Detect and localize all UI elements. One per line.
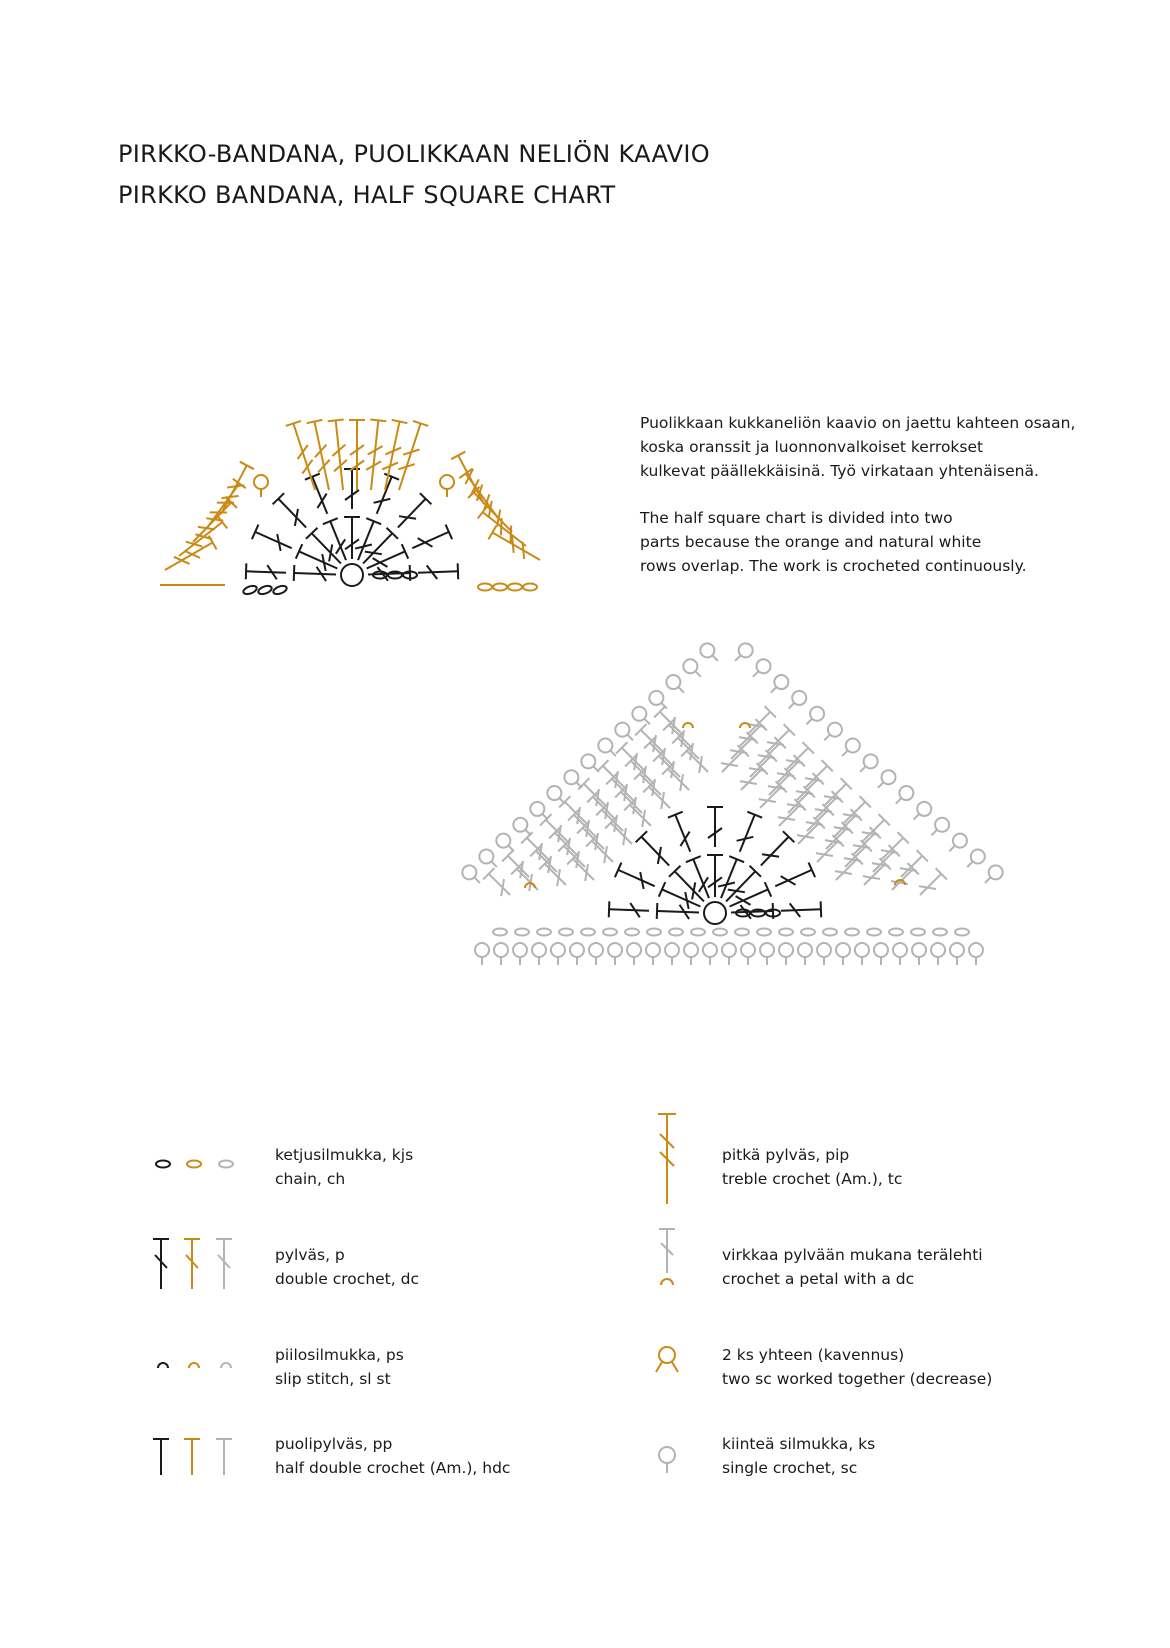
petal-symbol	[683, 723, 693, 728]
sc-symbol	[544, 783, 569, 808]
tc-symbol	[488, 526, 544, 567]
legend-item-petal	[650, 1225, 1130, 1315]
dc-symbol	[726, 882, 771, 914]
sc-symbol	[254, 475, 268, 497]
page-title-finnish: PIRKKO-BANDANA, PUOLIKKAAN NELIÖN KAAVIO	[118, 140, 710, 168]
dc-symbol	[914, 868, 947, 901]
sc-symbol	[440, 475, 454, 497]
dc-symbol	[657, 903, 700, 920]
legend-label-en: slip stitch, sl st	[275, 1370, 391, 1388]
legend-label-fi: piilosilmukka, ps	[275, 1346, 404, 1364]
sc-symbol	[980, 862, 1005, 887]
sc-symbol	[527, 799, 552, 824]
description-line: kulkevat päällekkäisinä. Työ virkataan yhtenäisenä.	[640, 462, 1039, 480]
dc-symbol	[609, 901, 650, 918]
legend-label-en: single crochet, sc	[722, 1459, 858, 1477]
legend-label-fi: virkkaa pylvään mukana terälehti	[722, 1246, 983, 1264]
half-double-crochet-icon	[150, 1435, 250, 1495]
chain-symbol	[493, 929, 507, 936]
center-ring	[341, 564, 363, 586]
sc-symbol	[766, 672, 791, 697]
sc-symbol	[697, 640, 722, 665]
sc-symbol	[950, 943, 964, 965]
sc-symbol	[741, 943, 755, 965]
sc-symbol	[680, 656, 705, 681]
dc-symbol	[772, 863, 815, 894]
description-line: rows overlap. The work is crocheted continuously.	[640, 557, 1027, 575]
sc-symbol	[969, 943, 983, 965]
legend-label-en: chain, ch	[275, 1170, 346, 1188]
description-line: The half square chart is divided into two	[640, 509, 953, 527]
center-ring	[704, 902, 726, 924]
dc-symbol	[273, 493, 312, 533]
sc-symbol	[779, 943, 793, 965]
sc-symbol	[931, 943, 945, 965]
chain-symbol	[559, 929, 573, 936]
sc-symbol	[513, 943, 527, 965]
legend-label-fi: 2 ks yhteen (kavennus)	[722, 1346, 905, 1364]
legend-item-slip-stitch	[150, 1335, 630, 1425]
sc-decrease-icon	[650, 1335, 690, 1395]
sc-symbol	[912, 943, 926, 965]
chain-symbol	[537, 929, 551, 936]
dc-symbol	[351, 518, 382, 563]
petal-icon	[650, 1225, 690, 1295]
description-line: koska oranssit ja luonnonvalkoiset kerrokset	[640, 438, 984, 456]
dc-symbol	[252, 525, 295, 556]
chain-symbol	[523, 584, 537, 591]
sc-symbol	[730, 640, 755, 665]
legend-label-en: crochet a petal with a dc	[722, 1270, 915, 1288]
dc-symbol	[511, 863, 544, 896]
dc-symbol	[392, 493, 431, 533]
sc-symbol	[873, 767, 898, 792]
description-finnish	[640, 411, 1110, 483]
dc-symbol	[615, 863, 658, 894]
sc-symbol	[612, 720, 637, 745]
chain-symbol	[735, 929, 749, 936]
dc-symbol	[714, 856, 745, 901]
dc-symbol	[636, 831, 675, 871]
chain-symbol	[867, 929, 881, 936]
legend-label-fi: ketjusilmukka, kjs	[275, 1146, 414, 1164]
legend-label-fi: kiinteä silmukka, ks	[722, 1435, 876, 1453]
sc-symbol	[646, 688, 671, 713]
dc-symbol	[732, 812, 762, 855]
sc-symbol	[494, 943, 508, 965]
chain-symbol	[911, 929, 925, 936]
legend-label-en: double crochet, dc	[275, 1270, 419, 1288]
dc-symbol	[323, 518, 354, 563]
dc-symbol	[418, 563, 459, 580]
chain-symbol	[242, 584, 258, 595]
dc-symbol	[755, 831, 794, 871]
dc-symbol	[539, 858, 572, 891]
chain-symbol	[823, 929, 837, 936]
sc-symbol	[663, 672, 688, 697]
dc-symbol	[369, 474, 399, 517]
sc-symbol	[570, 943, 584, 965]
sc-symbol	[561, 767, 586, 792]
chain-symbol	[493, 584, 507, 591]
chain-symbol	[272, 584, 288, 595]
treble-crochet-icon	[650, 1110, 690, 1210]
legend-item-half-double-crochet	[150, 1435, 630, 1525]
dc-symbol	[483, 868, 516, 901]
description-line: parts because the orange and natural white	[640, 533, 982, 551]
sc-symbol	[944, 831, 969, 856]
sc-symbol	[493, 831, 518, 856]
sc-symbol	[510, 815, 535, 840]
chain-symbol	[603, 929, 617, 936]
legend-label-fi: puolipylväs, pp	[275, 1435, 393, 1453]
dc-symbol	[586, 835, 619, 868]
sc-symbol	[909, 799, 934, 824]
chain-symbol	[478, 584, 492, 591]
dc-symbol	[781, 901, 822, 918]
dc-symbol	[567, 853, 600, 886]
chain-symbol	[955, 929, 969, 936]
chain-symbol	[515, 929, 529, 936]
sc-symbol	[836, 943, 850, 965]
chain-symbol	[845, 929, 859, 936]
sc-symbol	[551, 943, 565, 965]
sc-symbol	[629, 704, 654, 729]
sc-symbol	[748, 656, 773, 681]
sc-symbol	[760, 943, 774, 965]
legend-item-chain	[150, 1135, 630, 1225]
chain-symbol	[933, 929, 947, 936]
legend-label-en: treble crochet (Am.), tc	[722, 1170, 903, 1188]
tc-symbol	[363, 420, 386, 491]
sc-symbol	[819, 720, 844, 745]
sc-symbol	[893, 943, 907, 965]
dc-symbol	[681, 745, 714, 778]
sc-symbol	[874, 943, 888, 965]
description-english	[640, 506, 1110, 578]
sc-symbol	[855, 943, 869, 965]
sc-symbol	[475, 943, 489, 965]
page-title-english: PIRKKO BANDANA, HALF SQUARE CHART	[118, 181, 616, 209]
sc-symbol	[595, 736, 620, 761]
chain-symbol	[691, 929, 705, 936]
chain-symbol	[625, 929, 639, 936]
dc-symbol	[707, 855, 723, 897]
legend-label-fi: pitkä pylväs, pip	[722, 1146, 850, 1164]
chain-symbol	[801, 929, 815, 936]
dc-symbol	[668, 812, 698, 855]
dc-symbol	[305, 474, 335, 517]
sc-symbol	[891, 783, 916, 808]
sc-symbol	[608, 943, 622, 965]
legend-label-fi: pylväs, p	[275, 1246, 345, 1264]
sc-symbol	[627, 943, 641, 965]
chain-symbol	[257, 584, 273, 595]
sc-symbol	[476, 847, 501, 872]
dc-symbol	[409, 525, 452, 556]
chain-symbol	[581, 929, 595, 936]
description-line: Puolikkaan kukkaneliön kaavio on jaettu kahteen osaan,	[640, 414, 1076, 432]
sc-symbol	[684, 943, 698, 965]
dc-symbol	[296, 544, 341, 576]
dc-symbol	[659, 882, 704, 914]
sc-symbol	[646, 943, 660, 965]
dc-symbol	[686, 856, 717, 901]
double-crochet-icon	[150, 1235, 250, 1295]
legend-item-double-crochet	[150, 1235, 630, 1325]
chain-icon	[150, 1135, 250, 1195]
chain-symbol	[508, 584, 522, 591]
sc-symbol	[802, 704, 827, 729]
single-crochet-icon	[650, 1435, 690, 1495]
legend-item-treble-crochet	[650, 1110, 1130, 1200]
dc-symbol	[363, 544, 408, 576]
dc-symbol	[707, 807, 723, 847]
chain-symbol	[713, 929, 727, 936]
dc-symbol	[624, 799, 657, 832]
sc-symbol	[962, 847, 987, 872]
dc-symbol	[344, 517, 360, 559]
chain-symbol	[647, 929, 661, 936]
sc-symbol	[703, 943, 717, 965]
chain-symbol	[779, 929, 793, 936]
sc-symbol	[798, 943, 812, 965]
legend-item-sc-decrease	[650, 1335, 1130, 1425]
chain-symbol	[757, 929, 771, 936]
sc-symbol	[460, 862, 485, 887]
petal-symbol	[740, 723, 750, 728]
sc-symbol	[927, 815, 952, 840]
sc-symbol	[855, 751, 880, 776]
dc-symbol	[662, 763, 695, 796]
legend-item-single-crochet	[650, 1435, 1130, 1525]
chain-symbol	[889, 929, 903, 936]
legend-label-en: half double crochet (Am.), hdc	[275, 1459, 511, 1477]
sc-symbol	[817, 943, 831, 965]
sc-symbol	[837, 736, 862, 761]
legend-label-en: two sc worked together (decrease)	[722, 1370, 993, 1388]
chain-symbol	[669, 929, 683, 936]
sc-symbol	[665, 943, 679, 965]
dc-symbol	[294, 565, 337, 582]
dc-symbol	[246, 563, 287, 580]
dc-symbol	[643, 781, 676, 814]
half-flower-chart	[155, 395, 585, 645]
sc-symbol	[722, 943, 736, 965]
sc-symbol	[532, 943, 546, 965]
tc-symbol	[174, 516, 227, 562]
sc-symbol	[784, 688, 809, 713]
slip-stitch-icon	[150, 1335, 250, 1395]
sc-symbol	[589, 943, 603, 965]
dc-symbol	[605, 817, 638, 850]
half-square-chart	[460, 640, 1050, 1020]
tc-symbol	[328, 420, 351, 491]
sc-symbol	[578, 751, 603, 776]
